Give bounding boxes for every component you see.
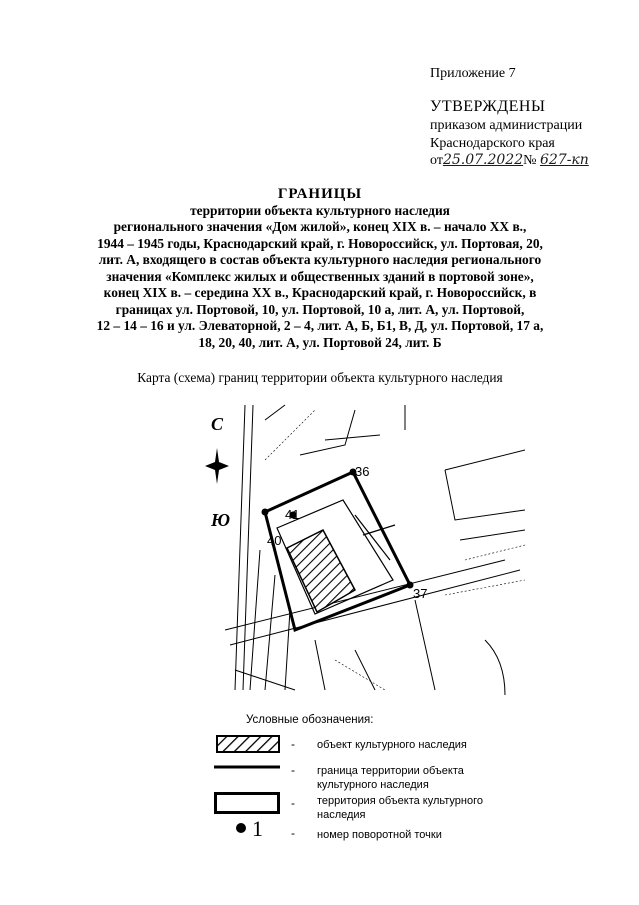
legend-point-number: 1 [252, 816, 263, 841]
order-line-1: приказом администрации [430, 118, 583, 133]
title-line: 18, 20, 40, лит. А, ул. Портовой 24, лит. Б [198, 334, 442, 350]
approved-heading: УТВЕРЖДЕНЫ [430, 98, 546, 115]
legend-dash: - [291, 763, 295, 777]
title-line: территории объекта культурного наследия [190, 202, 450, 218]
legend-title: Условные обозначения: [246, 714, 374, 726]
north-label: С [211, 414, 224, 434]
order-number: 627-кп [539, 152, 589, 168]
legend-dash: - [291, 737, 295, 751]
title-line: границах ул. Портовой, 10, ул. Портовой, 10 а, лит. А, ул. Портовой, [115, 301, 525, 317]
point-label-40: 40 [267, 533, 282, 548]
title-line: конец XIX в. – середина XX в., Краснодарский край, г. Новороссийск, в [103, 285, 537, 300]
map-caption: Карта (схема) границ территории объекта культурного наследия [137, 370, 503, 385]
appendix-label: Приложение 7 [430, 66, 516, 81]
number-prefix: № [523, 153, 537, 168]
title-line: 12 – 14 – 16 и ул. Элеваторной, 2 – 4, лит. А, Б, Б1, В, Д, ул. Портовой, 17 а, [96, 318, 544, 333]
legend-dash: - [291, 796, 295, 810]
legend-boundary-line2: культурного наследия [317, 779, 429, 791]
title-line: 1944 – 1945 годы, Краснодарский край, г. Новороссийск, ул. Портовая, 20, [97, 235, 543, 251]
legend-dash: - [291, 826, 295, 840]
boundary-map [205, 400, 525, 695]
date-prefix: от [430, 153, 443, 168]
legend-boundary-label [317, 764, 464, 792]
legend-hatch-swatch [216, 735, 280, 753]
legend-territory-label [317, 794, 483, 822]
title-line: лит. А, входящего в состав объекта культурного наследия регионального [98, 252, 542, 267]
order-date-line [430, 152, 589, 169]
date-value: 25.07.2022 [442, 152, 524, 168]
legend-territory-line1: территория объекта культурного [317, 795, 484, 807]
legend-heritage-label: объект культурного наследия [317, 739, 467, 751]
legend-territory-line2: наследия [317, 809, 366, 821]
title-line: значения «Комплекс жилых и общественных зданий в портовой зоне», [106, 268, 534, 284]
point-label-36: 36 [355, 464, 370, 479]
order-line-2: Краснодарского края [430, 136, 555, 151]
title-line: регионального значения «Дом жилой», конец XIX в. – начало XX в., [113, 219, 527, 234]
compass-star-icon [205, 448, 229, 484]
document-title [60, 186, 580, 351]
legend-point-dot-icon [236, 823, 246, 833]
legend-boundary-line1: граница территории объекта [317, 765, 464, 777]
point-label-37: 37 [413, 586, 428, 601]
south-label: Ю [211, 510, 231, 530]
legend-boundary-line [214, 764, 280, 770]
legend-point-label: номер поворотной точки [317, 829, 442, 841]
point-label-41: 41 [285, 507, 300, 522]
legend-territory-swatch [214, 792, 280, 814]
title-heading: ГРАНИЦЫ [277, 186, 363, 202]
